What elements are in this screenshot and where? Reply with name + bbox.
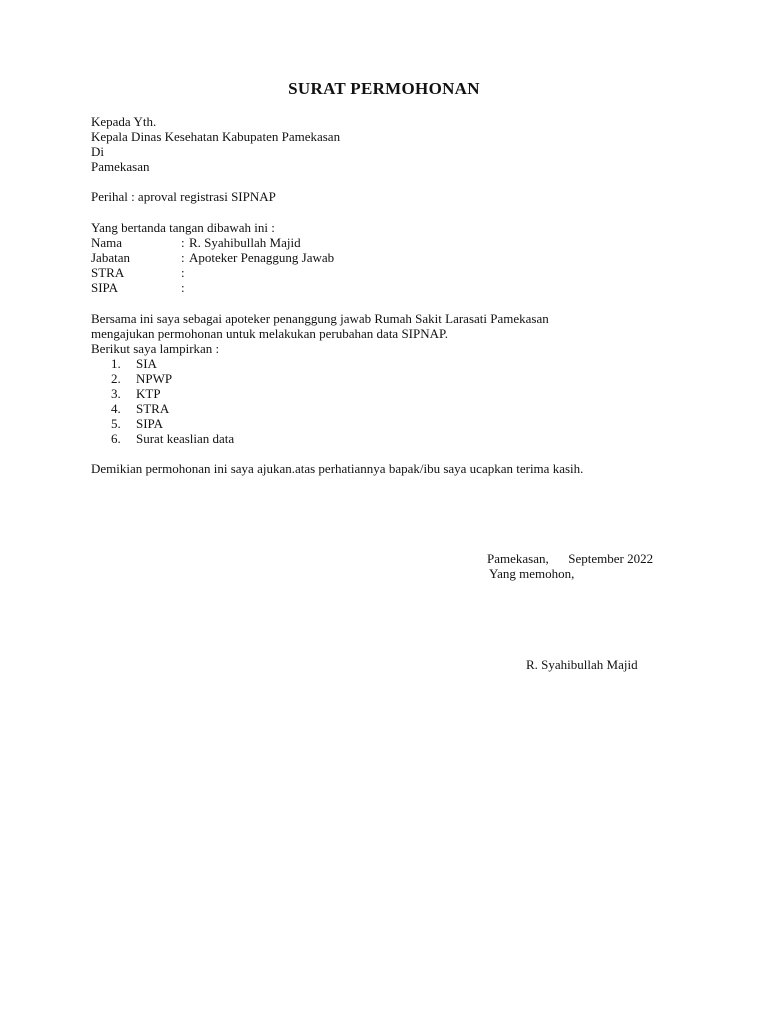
list-number: 6. <box>111 431 121 446</box>
field-row <box>91 235 334 250</box>
field-colon: : <box>181 250 185 265</box>
field-row <box>91 265 334 280</box>
list-number: 3. <box>111 386 121 401</box>
list-text: NPWP <box>136 371 173 386</box>
body-line: mengajukan permohonan untuk melakukan perubahan data SIPNAP. <box>91 326 449 341</box>
closing-paragraph <box>91 461 583 476</box>
list-number: 1. <box>111 356 121 371</box>
list-number: 5. <box>111 416 121 431</box>
recipient-at: Di <box>91 144 104 159</box>
list-text: SIA <box>136 356 157 371</box>
field-colon: : <box>181 235 185 250</box>
document-title: SURAT PERMOHONAN <box>288 79 480 98</box>
body-line: Bersama ini saya sebagai apoteker penanggung jawab Rumah Sakit Larasati Pamekasan <box>91 311 549 326</box>
field-label: SIPA <box>91 280 118 295</box>
list-item <box>111 371 234 386</box>
list-number: 4. <box>111 401 121 416</box>
subject-line <box>91 189 276 204</box>
list-text: SIPA <box>136 416 163 431</box>
field-row <box>91 250 334 265</box>
body-block <box>91 311 549 356</box>
identity-intro: Yang bertanda tangan dibawah ini : <box>91 220 275 235</box>
attachment-list <box>111 356 234 446</box>
list-text: STRA <box>136 401 170 416</box>
list-item <box>111 431 234 446</box>
subject-text: Perihal : aproval registrasi SIPNAP <box>91 189 276 204</box>
recipient-city: Pamekasan <box>91 159 150 174</box>
recipient-block <box>91 114 340 174</box>
closing-text: Demikian permohonan ini saya ajukan.atas perhatiannya bapak/ibu saya ucapkan terima kasih. <box>91 461 584 476</box>
field-row <box>91 280 334 295</box>
list-text: KTP <box>136 386 161 401</box>
signature-applicant-label: Yang memohon, <box>489 566 575 581</box>
signature-name: R. Syahibullah Majid <box>526 657 638 672</box>
list-item <box>111 356 234 371</box>
list-item <box>111 386 234 401</box>
list-text: Surat keaslian data <box>136 431 235 446</box>
field-value: R. Syahibullah Majid <box>189 235 301 250</box>
recipient-name: Kepala Dinas Kesehatan Kabupaten Pamekasan <box>91 129 341 144</box>
field-label: Jabatan <box>91 250 130 265</box>
field-colon: : <box>181 265 185 280</box>
list-item <box>111 401 234 416</box>
field-label: Nama <box>91 235 123 250</box>
field-value: Apoteker Penaggung Jawab <box>189 250 335 265</box>
recipient-salutation: Kepada Yth. <box>91 114 157 129</box>
signature-place-date: Pamekasan, September 2022 <box>487 551 654 566</box>
field-colon: : <box>181 280 185 295</box>
identity-block <box>91 220 334 295</box>
list-number: 2. <box>111 371 121 386</box>
list-item <box>111 416 234 431</box>
body-line: Berikut saya lampirkan : <box>91 341 220 356</box>
field-label: STRA <box>91 265 125 280</box>
